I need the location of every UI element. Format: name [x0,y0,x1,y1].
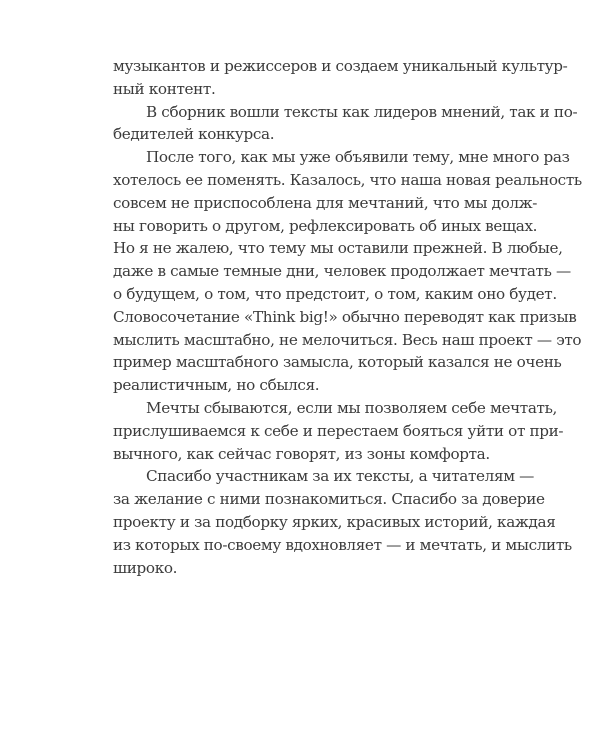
text-line: широко. [113,558,178,577]
text-line: хотелось ее поменять. Казалось, что наша новая реальность [113,170,582,189]
text-line: о будущем, о том, что предстоит, о том, каким оно будет. [113,284,557,303]
text-line: реалистичным, но сбылся. [113,376,320,395]
text-line: ны говорить о другом, рефлексировать об иных вещах. [113,216,538,235]
text-line: После того, как мы уже объявили тему, мне много раз [146,148,570,167]
text-line: Спасибо участникам за их тексты, а читателям — [146,467,534,486]
text-line: даже в самые темные дни, человек продолжает мечтать — [113,262,571,281]
body-text [113,55,582,579]
text-line: проекту и за подборку ярких, красивых историй, каждая [113,512,556,531]
text-line: вычного, как сейчас говорят, из зоны комфорта. [113,444,490,463]
text-line: Мечты сбываются, если мы позволяем себе мечтать, [146,398,557,417]
text-line: Но я не жалею, что тему мы оставили прежней. В любые, [113,239,563,258]
text-line: В сборник вошли тексты как лидеров мнений, так и по- [146,102,578,121]
text-line: прислушиваемся к себе и перестаем бояться уйти от при- [113,421,564,440]
text-line: из которых по-своему вдохновляет — и мечтать, и мыслить [113,535,572,554]
text-line: совсем не приспособлена для мечтаний, что мы долж- [113,193,538,212]
text-line: Словосочетание «Think big!» обычно переводят как призыв [113,307,577,326]
text-line: за желание с ними познакомиться. Спасибо за доверие [113,490,545,509]
text-line: бедителей конкурса. [113,125,275,144]
text-line: ный контент. [113,79,216,98]
text-line: мыслить масштабно, не мелочиться. Весь наш проект — это [113,330,582,349]
text-line: пример масштабного замысла, который казался не очень [113,353,562,372]
text-line: музыкантов и режиссеров и создаем уникальный культур- [113,57,568,75]
